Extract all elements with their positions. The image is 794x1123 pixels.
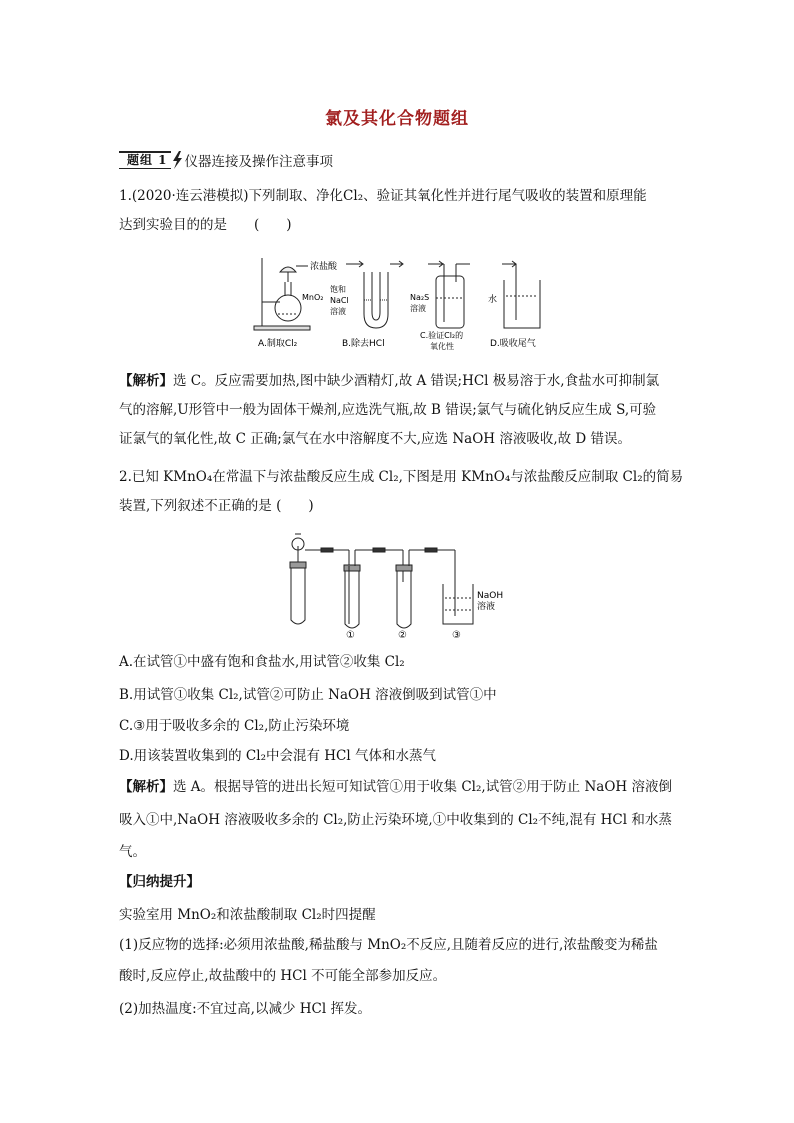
group-heading-text: 仪器连接及操作注意事项 bbox=[184, 154, 334, 170]
page-title: 氯及其化合物题组 bbox=[325, 109, 469, 129]
q1-analysis-line-1 bbox=[119, 367, 679, 396]
label-mno2: MnO₂ bbox=[302, 293, 324, 302]
apparatus-c bbox=[428, 261, 470, 328]
option-d: D.用该装置收集到的 Cl₂中会混有 HCl 气体和水蒸气 bbox=[119, 748, 436, 764]
label-tube-1: ① bbox=[346, 630, 355, 641]
analysis-tag: 【解析】 bbox=[119, 373, 173, 389]
q2-line-1: 2.已知 KMnO₄在常温下与浓盐酸反应生成 Cl₂,下图是用 KMnO₄与浓盐酸反应制取 Cl₂的简易 bbox=[119, 469, 684, 485]
summary-tag: 【归纳提升】 bbox=[119, 874, 200, 890]
caption-c-line-2: 氧化性 bbox=[430, 342, 454, 351]
option-c: C.③用于吸收多余的 Cl₂,防止污染环境 bbox=[119, 718, 350, 734]
label-saturated: 饱和 bbox=[330, 285, 346, 294]
label-naoh-solution: 溶液 bbox=[477, 602, 496, 612]
q1-apparatus-figure bbox=[250, 250, 560, 360]
q2-analysis-line-2: 吸入①中,NaOH 溶液吸收多余的 Cl₂,防止污染环境,①中收集到的 Cl₂不纯,混有 HCl 和水蒸 bbox=[119, 812, 672, 828]
label-water: 水 bbox=[488, 295, 498, 305]
label-beaker-3: ③ bbox=[452, 630, 461, 641]
label-solution-c: 溶液 bbox=[410, 304, 426, 313]
label-na2s: Na₂S bbox=[410, 293, 430, 302]
summary-intro: 实验室用 MnO₂和浓盐酸制取 Cl₂时四提醒 bbox=[119, 907, 376, 923]
apparatus-b bbox=[346, 261, 403, 328]
label-conc-hcl: 浓盐酸 bbox=[310, 262, 338, 272]
group-heading bbox=[119, 150, 333, 170]
q2-analysis-line-1 bbox=[119, 773, 679, 802]
caption-a: A.制取Cl₂ bbox=[258, 339, 298, 349]
q1-analysis-text-1: 选 C。反应需要加热,图中缺少酒精灯,故 A 错误;HCl 极易溶于水,食盐水可抑制氯 bbox=[173, 373, 660, 389]
apparatus-d bbox=[502, 261, 540, 328]
q1-analysis-line-3: 证氯气的氧化性,故 C 正确;氯气在水中溶解度不大,应选 NaOH 溶液吸收,故 D 错误。 bbox=[119, 431, 632, 447]
label-naoh: NaOH bbox=[477, 591, 504, 601]
q1-line-1: 1.(2020·连云港模拟)下列制取、净化Cl₂、验证其氧化性并进行尾气吸收的装置和原理能 bbox=[119, 188, 647, 204]
q2-analysis-line-3: 气。 bbox=[119, 844, 146, 860]
caption-d: D.吸收尾气 bbox=[490, 339, 536, 349]
q1-line-2: 达到实验目的的是 ( ) bbox=[119, 217, 292, 233]
option-b: B.用试管①收集 Cl₂,试管②可防止 NaOH 溶液倒吸到试管①中 bbox=[119, 687, 497, 703]
q2-apparatus-figure bbox=[285, 532, 525, 642]
caption-b: B.除去HCl bbox=[342, 339, 385, 349]
q2-analysis-text-1: 选 A。根据导管的进出长短可知试管①用于收集 Cl₂,试管②用于防止 NaOH 溶液倒 bbox=[173, 779, 672, 795]
label-solution-b: 溶液 bbox=[330, 307, 346, 316]
q1-analysis-line-2: 气的溶解,U形管中一般为固体干燥剂,应选洗气瓶,故 B 错误;氯气与硫化钠反应生成 S,可验 bbox=[119, 402, 657, 418]
option-a: A.在试管①中盛有饱和食盐水,用试管②收集 Cl₂ bbox=[119, 654, 405, 670]
label-tube-2: ② bbox=[398, 630, 407, 641]
lightning-icon bbox=[171, 151, 183, 169]
group-badge: 题组 1 bbox=[119, 151, 171, 169]
label-nacl: NaCl bbox=[330, 296, 349, 305]
q2-line-2: 装置,下列叙述不正确的是 ( ) bbox=[119, 498, 314, 514]
caption-c-line-1: C.验证Cl₂的 bbox=[420, 331, 464, 340]
summary-point-2: (2)加热温度:不宜过高,以减少 HCl 挥发。 bbox=[119, 1001, 371, 1017]
summary-point-1-line-1: (1)反应物的选择:必须用浓盐酸,稀盐酸与 MnO₂不反应,且随着反应的进行,浓盐酸变为稀盐 bbox=[119, 937, 658, 953]
analysis-tag-2: 【解析】 bbox=[119, 779, 173, 795]
summary-point-1-line-2: 酸时,反应停止,故盐酸中的 HCl 不可能全部参加反应。 bbox=[119, 968, 447, 984]
